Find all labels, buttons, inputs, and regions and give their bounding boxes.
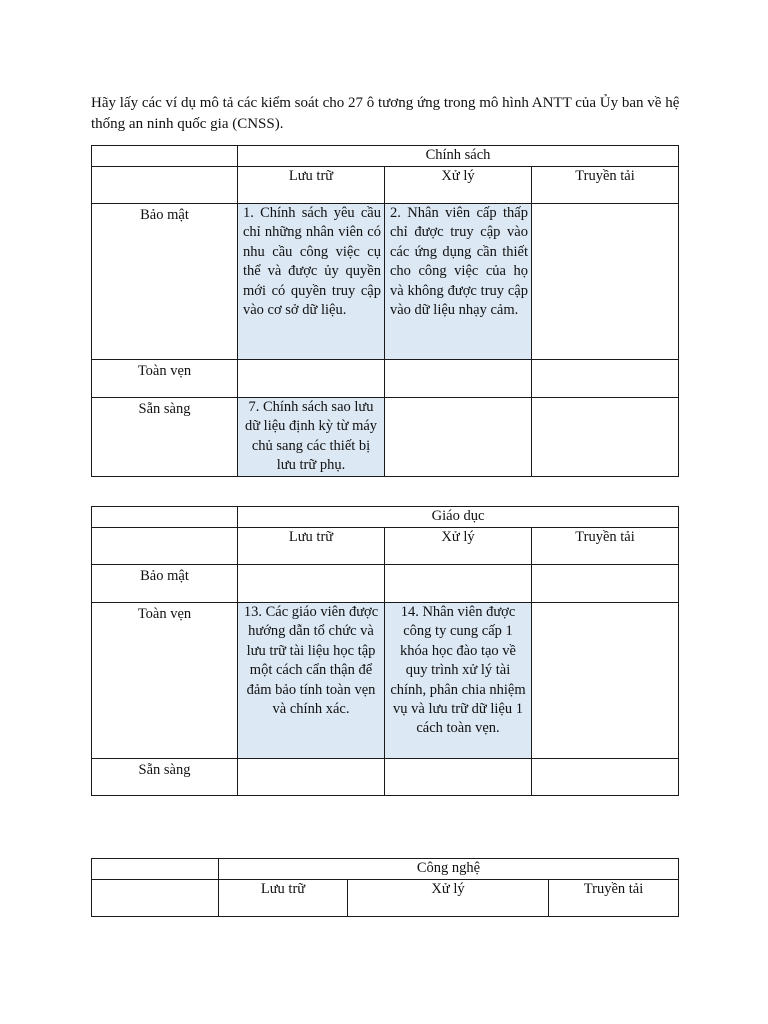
intro-paragraph: Hãy lấy các ví dụ mô tả các kiểm soát cho 27 ô tương ứng trong mô hình ANTT của Ủy ban về hệ thống an ninh quốc gia (CNSS). (91, 95, 680, 132)
cell-4 (238, 360, 385, 398)
row-label-integrity: Toàn vẹn (92, 603, 238, 759)
column-header-storage: Lưu trữ (238, 167, 385, 204)
empty-header-cell (92, 880, 219, 917)
column-header-processing: Xử lý (385, 167, 532, 204)
table-row (92, 603, 679, 759)
table-row (92, 759, 679, 796)
corner-cell (92, 507, 238, 528)
row-label-integrity: Toàn vẹn (92, 360, 238, 398)
policy-table (91, 145, 679, 477)
row-label-availability: Sẵn sàng (92, 759, 238, 796)
table-row (92, 360, 679, 398)
column-header-transmission: Truyền tải (549, 880, 679, 917)
cell-15 (532, 603, 679, 759)
cell-6 (532, 360, 679, 398)
technology-table (91, 858, 679, 917)
cell-10 (238, 565, 385, 603)
cell-13: 13. Các giáo viên được hướng dẫn tổ chức và lưu trữ tài liệu học tập một cách cẩn thận để đảm bảo tính toàn vẹn và chính xác. (238, 603, 385, 759)
column-header-processing: Xử lý (348, 880, 549, 917)
empty-header-cell (92, 528, 238, 565)
cell-2: 2. Nhân viên cấp thấp chỉ được truy cập vào các ứng dụng cần thiết cho công việc của họ và không được truy cập vào dữ liệu nhạy cảm. (385, 204, 532, 360)
cell-11 (385, 565, 532, 603)
table-title: Chính sách (238, 146, 679, 167)
row-label-confidentiality: Bảo mật (92, 204, 238, 360)
cell-9 (532, 398, 679, 477)
table-row (92, 565, 679, 603)
corner-cell (92, 859, 219, 880)
education-table (91, 506, 679, 796)
column-header-processing: Xử lý (385, 528, 532, 565)
cell-1: 1. Chính sách yêu cầu chỉ những nhân viên có nhu cầu công việc cụ thể và được ủy quyền mới có quyền truy cập vào cơ sở dữ liệu. (238, 204, 385, 360)
cell-5 (385, 360, 532, 398)
cell-3 (532, 204, 679, 360)
column-header-transmission: Truyền tải (532, 167, 679, 204)
table-title: Giáo dục (238, 507, 679, 528)
cell-16 (238, 759, 385, 796)
empty-header-cell (92, 167, 238, 204)
cell-14: 14. Nhân viên được công ty cung cấp 1 khóa học đào tạo về quy trình xử lý tài chính, phân chia nhiệm vụ và lưu trữ dữ liệu 1 cách toàn vẹn. (385, 603, 532, 759)
cell-17 (385, 759, 532, 796)
column-header-storage: Lưu trữ (219, 880, 348, 917)
column-header-storage: Lưu trữ (238, 528, 385, 565)
cell-8 (385, 398, 532, 477)
cell-7: 7. Chính sách sao lưu dữ liệu định kỳ từ máy chủ sang các thiết bị lưu trữ phụ. (238, 398, 385, 477)
table-row (92, 398, 679, 477)
row-label-availability: Sẵn sàng (92, 398, 238, 477)
column-header-transmission: Truyền tải (532, 528, 679, 565)
row-label-confidentiality: Bảo mật (92, 565, 238, 603)
cell-18 (532, 759, 679, 796)
corner-cell (92, 146, 238, 167)
cell-12 (532, 565, 679, 603)
table-title: Công nghệ (219, 859, 679, 880)
table-row (92, 204, 679, 360)
